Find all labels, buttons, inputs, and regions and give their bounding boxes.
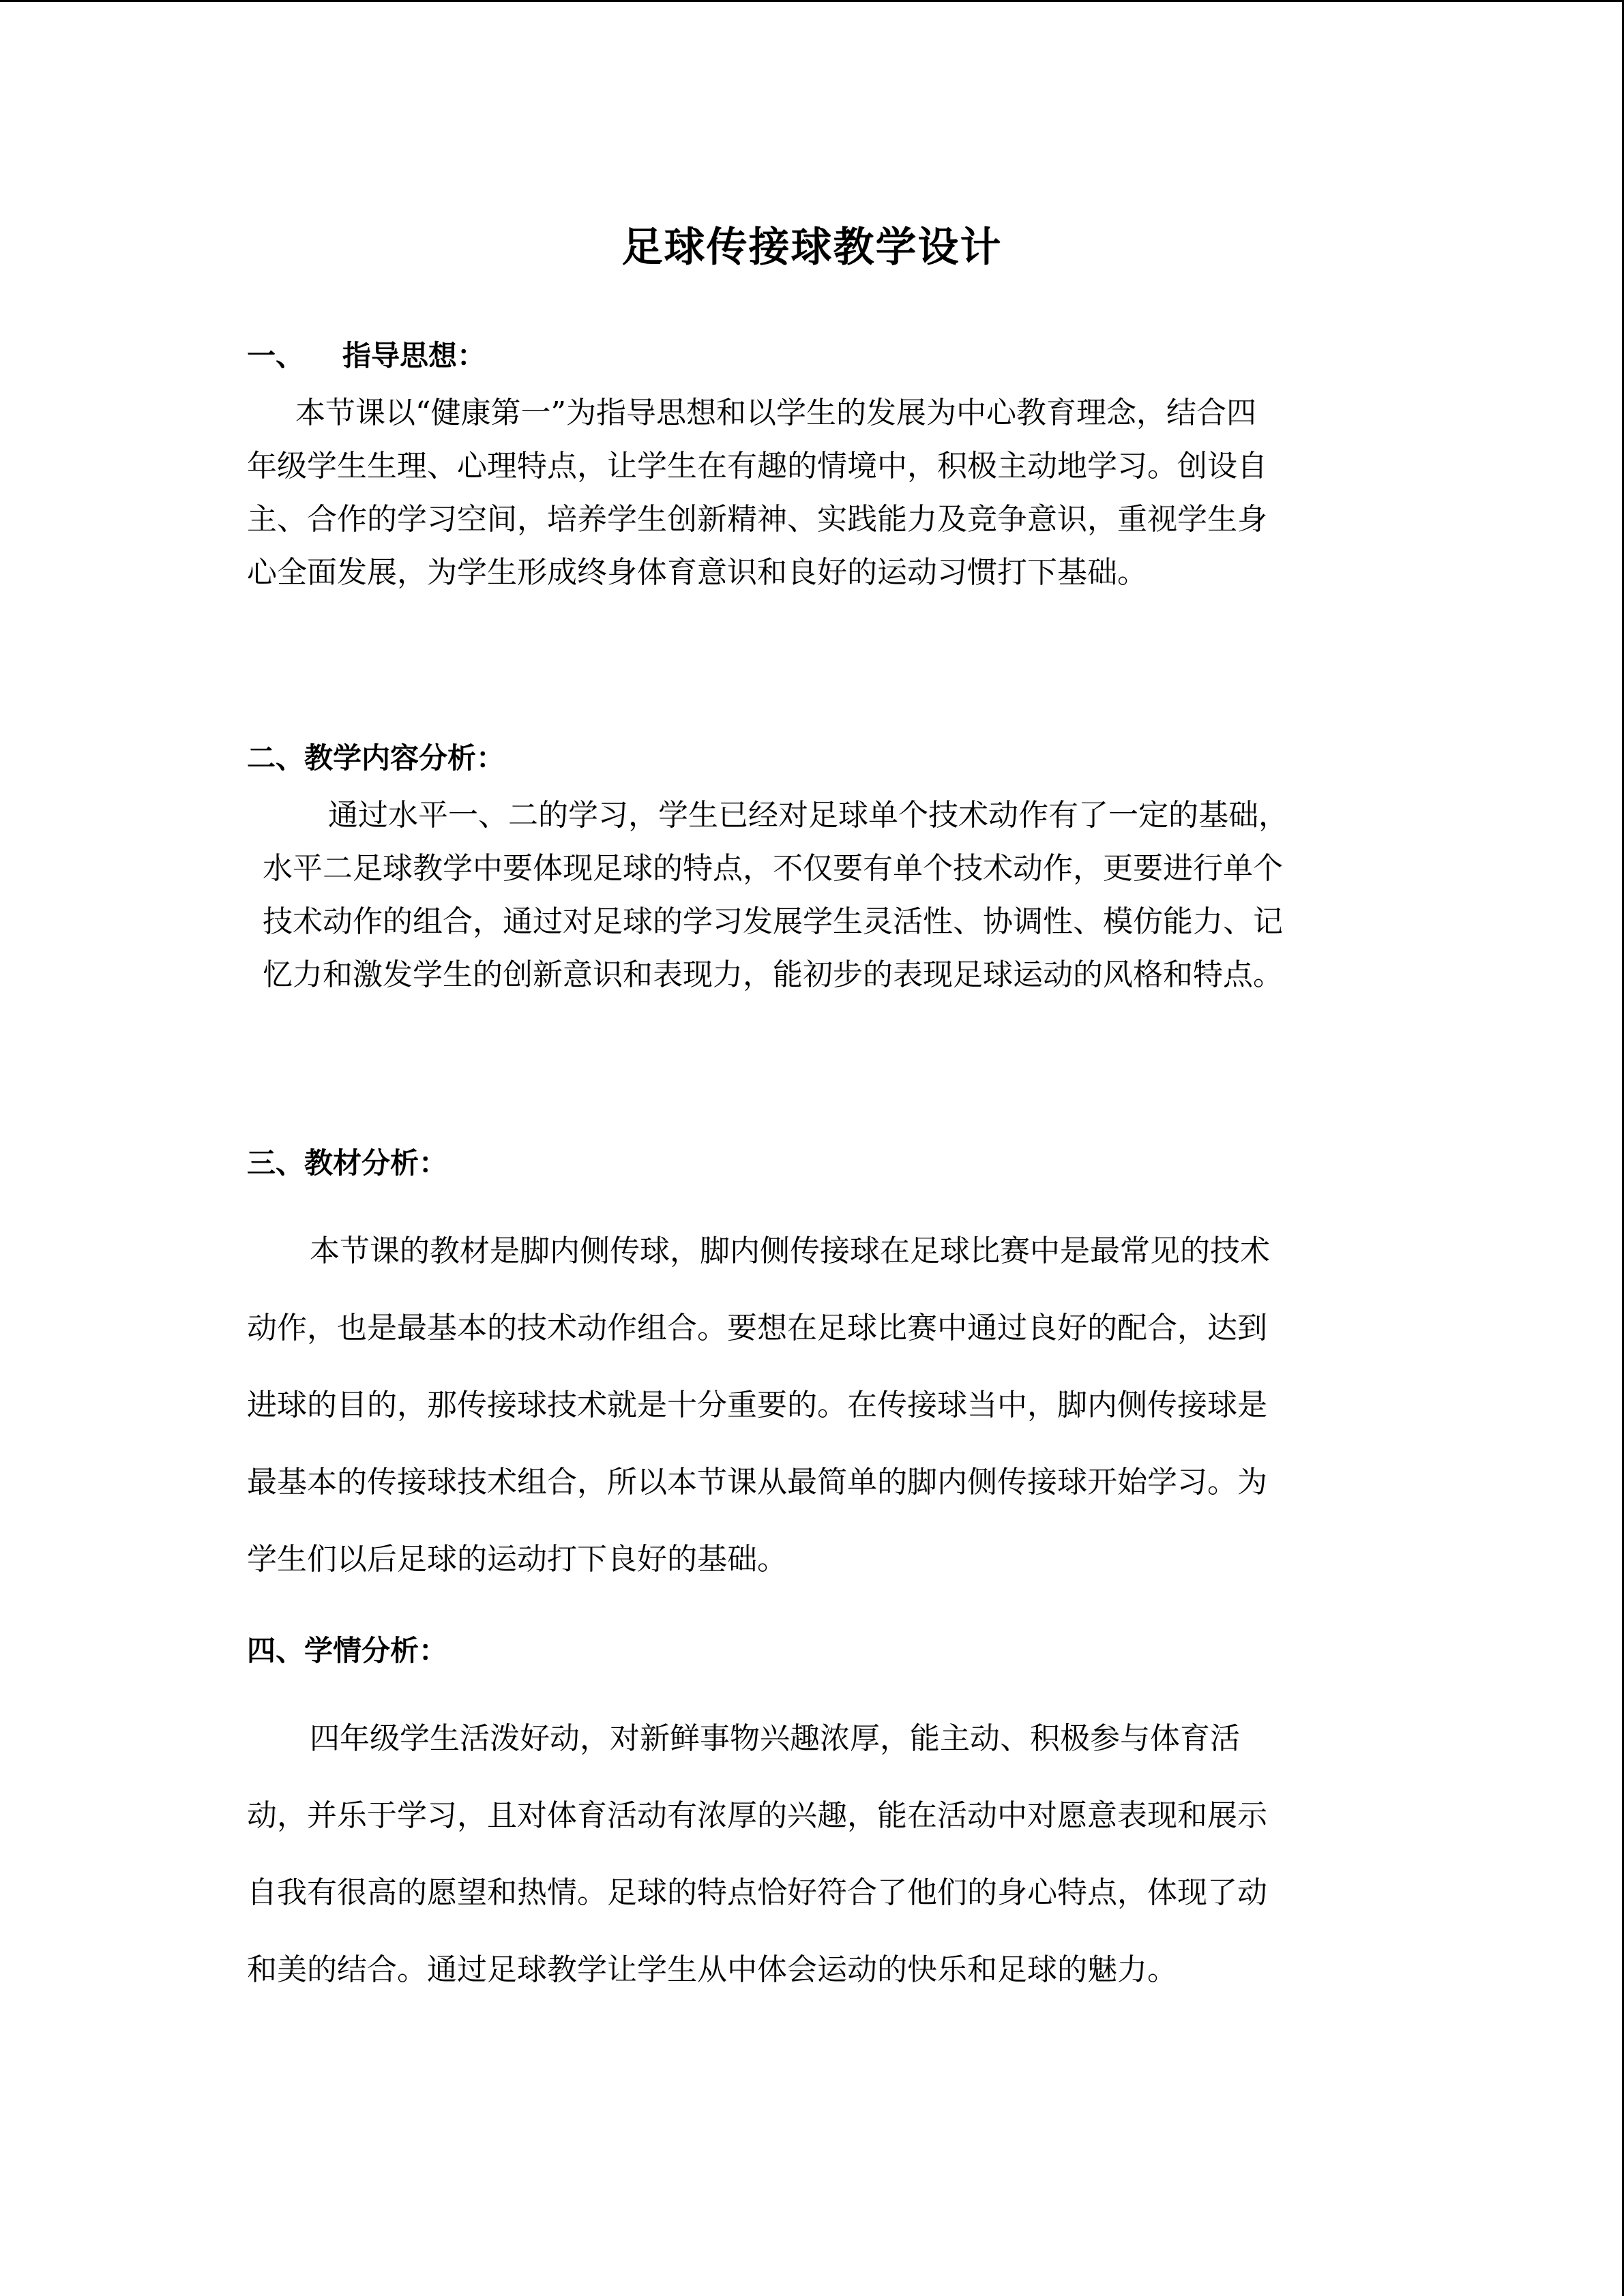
paragraph-line: 技术动作的组合，通过对足球的学习发展学生灵活性、协调性、模仿能力、记: [263, 904, 1283, 939]
section-heading-student-analysis: 四、学情分析：: [247, 1634, 448, 1667]
paragraph-line: 自我有很高的愿望和热情。足球的特点恰好符合了他们的身心特点，体现了动: [247, 1875, 1267, 1910]
page-title: 足球传接球教学设计: [621, 224, 1003, 271]
section-paragraph-student-analysis: [247, 1700, 1267, 2008]
section-paragraph-content-analysis: [263, 789, 1288, 1002]
section-heading-guiding-thought: [247, 333, 486, 374]
paragraph-line: 本节课的教材是脚内侧传球，脚内侧传接球在足球比赛中是最常见的技术: [310, 1234, 1270, 1268]
paragraph-line: 忆力和激发学生的创新意识和表现力，能初步的表现足球运动的风格和特点。: [263, 957, 1283, 992]
section-paragraph-material-analysis: [247, 1212, 1270, 1598]
paragraph-line: 四年级学生活泼好动，对新鲜事物兴趣浓厚，能主动、积极参与体育活: [310, 1721, 1240, 1756]
section-heading-material-analysis: 三、教材分析：: [247, 1146, 448, 1180]
paragraph-line: 心全面发展，为学生形成终身体育意识和良好的运动习惯打下基础。: [247, 555, 1147, 590]
paragraph-line: 学生们以后足球的运动打下良好的基础。: [247, 1542, 787, 1577]
paragraph-line: 动作，也是最基本的技术动作组合。要想在足球比赛中通过良好的配合，达到: [247, 1311, 1267, 1345]
paragraph-line: 通过水平一、二的学习，学生已经对足球单个技术动作有了一定的基础，: [328, 798, 1288, 833]
section-paragraph-guiding-thought: [247, 387, 1267, 599]
paragraph-line: 本节课以“健康第一”为指导思想和以学生的发展为中心教育理念，结合四: [295, 396, 1256, 430]
paragraph-line: 最基本的传接球技术组合，所以本节课从最简单的脚内侧传接球开始学习。为: [247, 1465, 1267, 1500]
section-heading-content-analysis: 二、教学内容分析：: [247, 741, 505, 775]
paragraph-line: 动，并乐于学习，且对体育活动有浓厚的兴趣，能在活动中对愿意表现和展示: [247, 1798, 1267, 1833]
section-heading-text: 指导思想：: [342, 339, 486, 372]
paragraph-line: 进球的目的，那传接球技术就是十分重要的。在传接球当中，脚内侧传接球是: [247, 1388, 1267, 1422]
section-number: 一、: [247, 339, 305, 372]
paragraph-line: 年级学生生理、心理特点，让学生在有趣的情境中，积极主动地学习。创设自: [247, 449, 1267, 483]
paragraph-line: 水平二足球教学中要体现足球的特点，不仅要有单个技术动作，更要进行单个: [263, 851, 1283, 886]
paragraph-line: 和美的结合。通过足球教学让学生从中体会运动的快乐和足球的魅力。: [247, 1952, 1177, 1987]
paragraph-line: 主、合作的学习空间，培养学生创新精神、实践能力及竞争意识，重视学生身: [247, 502, 1267, 537]
